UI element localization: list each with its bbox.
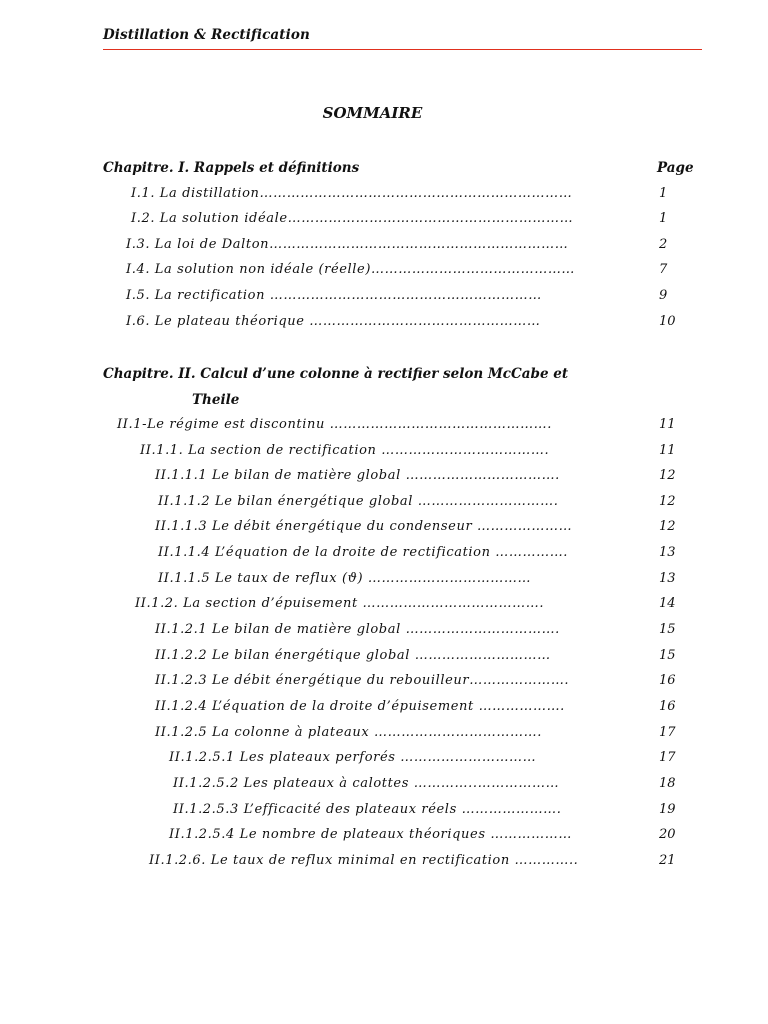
toc-page-number: 12 [659,519,676,534]
toc-entry[interactable]: II.1.2. La section d’épuisement …………………………………. [135,596,545,611]
toc-entry[interactable]: I.1. La distillation…………………………………………………………… [131,186,573,201]
toc-page-number: 14 [659,596,676,611]
toc-entry[interactable]: II.1.1.5 Le taux de reflux (ϑ) ……………………………… [158,571,532,586]
chapter-2-title-continued: Theile [192,392,240,408]
toc-page-number: 12 [659,494,676,509]
toc-entry[interactable]: II.1.2.6. Le taux de reflux minimal en rectification ………….. [149,853,579,868]
toc-page-number: 15 [659,648,676,663]
toc-entry[interactable]: I.3. La loi de Dalton………………………………………………………… [126,237,569,252]
toc-entry[interactable]: I.5. La rectification …………………………………………………… [126,288,542,303]
toc-page-number: 1 [659,211,668,226]
toc-entry[interactable]: II.1.2.5.1 Les plateaux perforés ………………………… [169,750,537,765]
toc-entry[interactable]: II.1.2.2 Le bilan énergétique global ………………………… [155,648,551,663]
toc-page-number: 12 [659,468,676,483]
toc-page-number: 16 [659,699,676,714]
toc-entry[interactable]: I.2. La solution idéale……………………………………………………… [131,211,574,226]
toc-page-number: 1 [659,186,668,201]
toc-page-number: 11 [659,417,676,432]
chapter-2-title: Chapitre. II. Calcul d’une colonne à rectifier selon McCabe et [103,366,569,382]
toc-entry[interactable]: II.1.1.2 Le bilan énergétique global …………………………. [158,494,559,509]
toc-entry[interactable]: II.1.2.1 Le bilan de matière global ……………………………. [155,622,560,637]
toc-page-number: 16 [659,673,676,688]
toc-page-number: 17 [659,725,676,740]
toc-page-number: 15 [659,622,676,637]
toc-entry[interactable]: II.1.1.4 L’équation de la droite de rectification ……………. [158,545,569,560]
toc-entry[interactable]: I.6. Le plateau théorique …………………………………………… [126,314,541,329]
toc-entry[interactable]: II.1.1.3 Le débit énergétique du condenseur ………………… [155,519,573,534]
toc-entry[interactable]: II.1.2.3 Le débit énergétique du rebouilleur…………………. [155,673,570,688]
toc-page-number: 11 [659,443,676,458]
toc-entry[interactable]: II.1.1. La section de rectification ………………………………. [140,443,550,458]
toc-entry[interactable]: II.1.2.5.2 Les plateaux à calottes …………..……………… [173,776,560,791]
toc-entry[interactable]: II.1-Le régime est discontinu …………………………………………. [117,417,553,432]
toc-page-number: 2 [659,237,668,252]
toc-entry[interactable]: II.1.1.1 Le bilan de matière global ……………………………. [155,468,560,483]
toc-entry[interactable]: II.1.2.5 La colonne à plateaux ………………………………. [155,725,542,740]
toc-page-number: 13 [659,571,676,586]
toc-page-number: 19 [659,802,676,817]
toc-page-number: 10 [659,314,676,329]
header-title: Distillation & Rectification [103,27,310,43]
toc-page-number: 9 [659,288,668,303]
running-header [103,25,702,53]
toc-page-number: 13 [659,545,676,560]
toc-page-number: 18 [659,776,676,791]
header-rule [103,49,702,50]
toc-page-number: 7 [659,262,668,277]
toc-page-number: 20 [659,827,676,842]
toc-page-number: 21 [659,853,676,868]
page-column-label: Page [657,160,694,176]
toc-page-number: 17 [659,750,676,765]
document-title: SOMMAIRE [322,104,423,122]
toc-entry[interactable]: II.1.2.4 L’équation de la droite d’épuisement ………………. [155,699,565,714]
chapter-1-title: Chapitre. I. Rappels et définitions [103,160,360,176]
toc-entry[interactable]: II.1.2.5.4 Le nombre de plateaux théoriques ……………… [169,827,572,842]
toc-entry[interactable]: II.1.2.5.3 L’efficacité des plateaux réels …………………. [173,802,562,817]
toc-entry[interactable]: I.4. La solution non idéale (réelle)……………………………………… [126,262,576,277]
